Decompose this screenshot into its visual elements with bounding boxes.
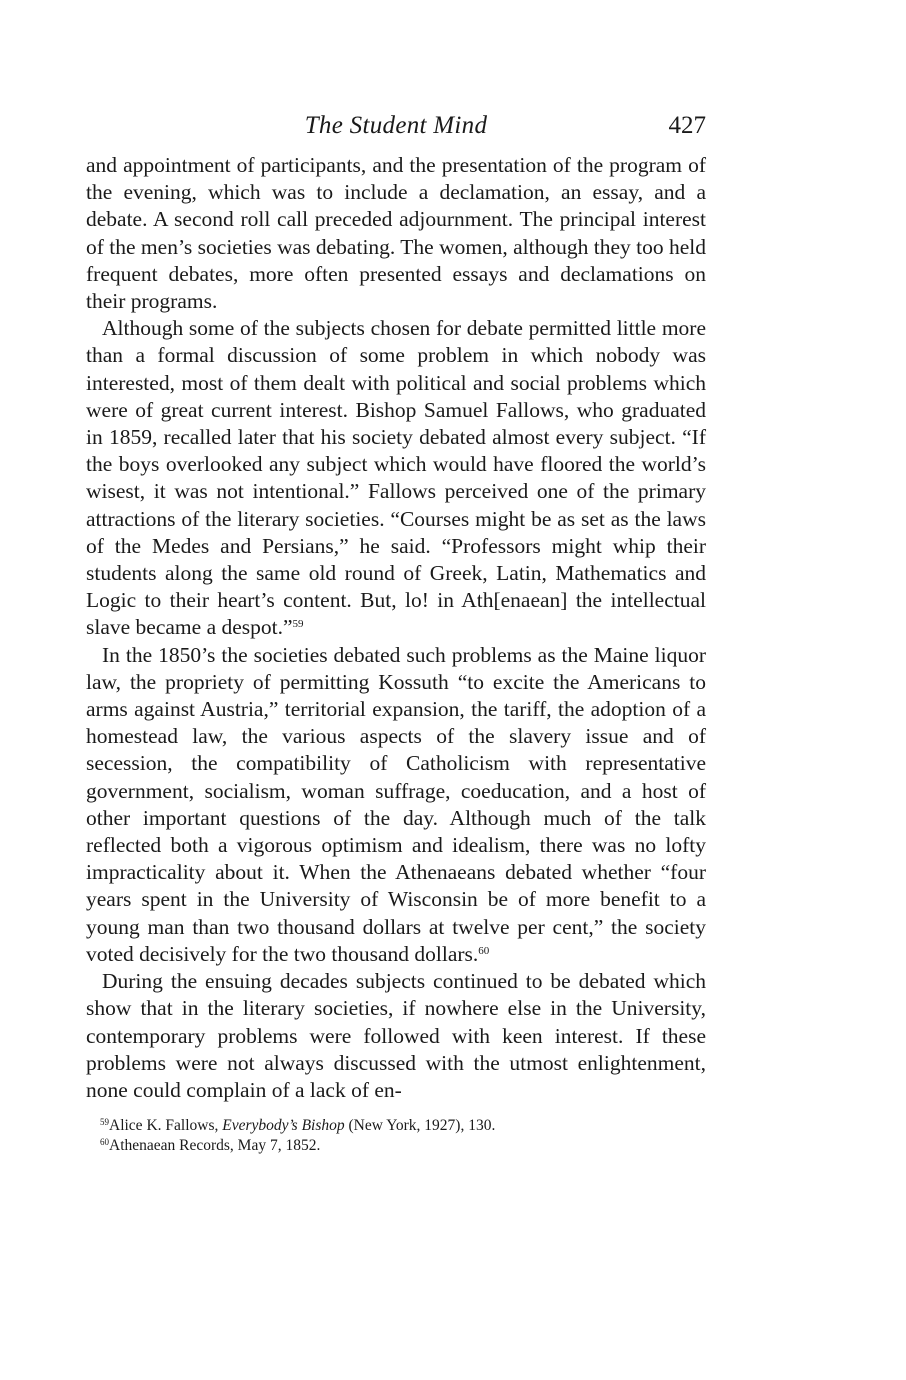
paragraph	[86, 315, 706, 641]
page-header	[86, 112, 706, 152]
footnote-ref-60[interactable]: 60	[478, 944, 490, 957]
paragraph-text: During the ensuing decades subjects continued to be debated which show that in the literary societies, if nowhere else in the University, contemporary problems were followed with keen interest. If these problems were not always discussed with the utmost enlightenment, none could complain of a lack of en-	[86, 969, 706, 1102]
footnote-ref-59[interactable]: 59	[292, 618, 304, 631]
paragraph-text: Although some of the subjects chosen for debate permitted little more than a formal discussion of some problem in which nobody was interested, most of them dealt with political and social problems which were of great current interest. Bishop Samuel Fallows, who graduated in 1859, recalled later that his society debated almost every subject. “If the boys overlooked any subject which would have floored the world’s wisest, it was not intentional.” Fallows perceived one of the primary attractions of the literary societies. “Courses might be as set as the laws of the Medes and Persians,” he said. “Professors might whip their students along the same old round of Greek, Latin, Mathematics and Logic to their heart’s content. But, lo! in Ath[enaean] the intellectual slave became a despot.”	[86, 316, 706, 640]
footnotes	[86, 1116, 706, 1156]
footnote-text: Athenaean Records, May 7, 1852.	[109, 1137, 321, 1155]
paragraph	[86, 968, 706, 1104]
running-title: The Student Mind	[304, 112, 488, 139]
paragraph	[86, 152, 706, 315]
footnote	[86, 1136, 706, 1156]
book-page	[86, 112, 706, 1156]
footnote-text: Alice K. Fallows,	[109, 1117, 223, 1135]
footnote	[86, 1116, 706, 1136]
paragraph	[86, 642, 706, 968]
footnote-work-title: Everybody’s Bishop	[222, 1117, 345, 1135]
footnote-text: (New York, 1927), 130.	[344, 1117, 496, 1135]
footnote-mark: 59	[100, 1117, 109, 1128]
paragraph-text: In the 1850’s the societies debated such problems as the Maine liquor law, the propriety of permitting Kossuth “to excite the Americans to arms against Austria,” territorial expansion, the tariff, the adoption of a homestead law, the various aspects of the slavery issue and of secession, the compatibility of Catholicism with representative government, socialism, woman suffrage, coeducation, and a host of other important questions of the day. Although much of the talk reflected both a vigorous optimism and idealism, there was no lofty impracticality about it. When the Athenaeans debated whether “four years spent in the University of Wisconsin be of more benefit to a young man than two thousand dollars at twelve per cent,” the society voted decisively for the two thousand dollars.	[86, 642, 706, 966]
page-number: 427	[668, 112, 706, 139]
paragraph-text: and appointment of participants, and the presentation of the program of the evening, which was to include a declamation, an essay, and a debate. A second roll call preceded adjournment. The principal interest of the men’s societies was debating. The women, although they too held frequent debates, more often presented essays and declamations on their programs.	[86, 153, 706, 314]
footnote-mark: 60	[100, 1137, 109, 1148]
body-text	[86, 152, 706, 1104]
